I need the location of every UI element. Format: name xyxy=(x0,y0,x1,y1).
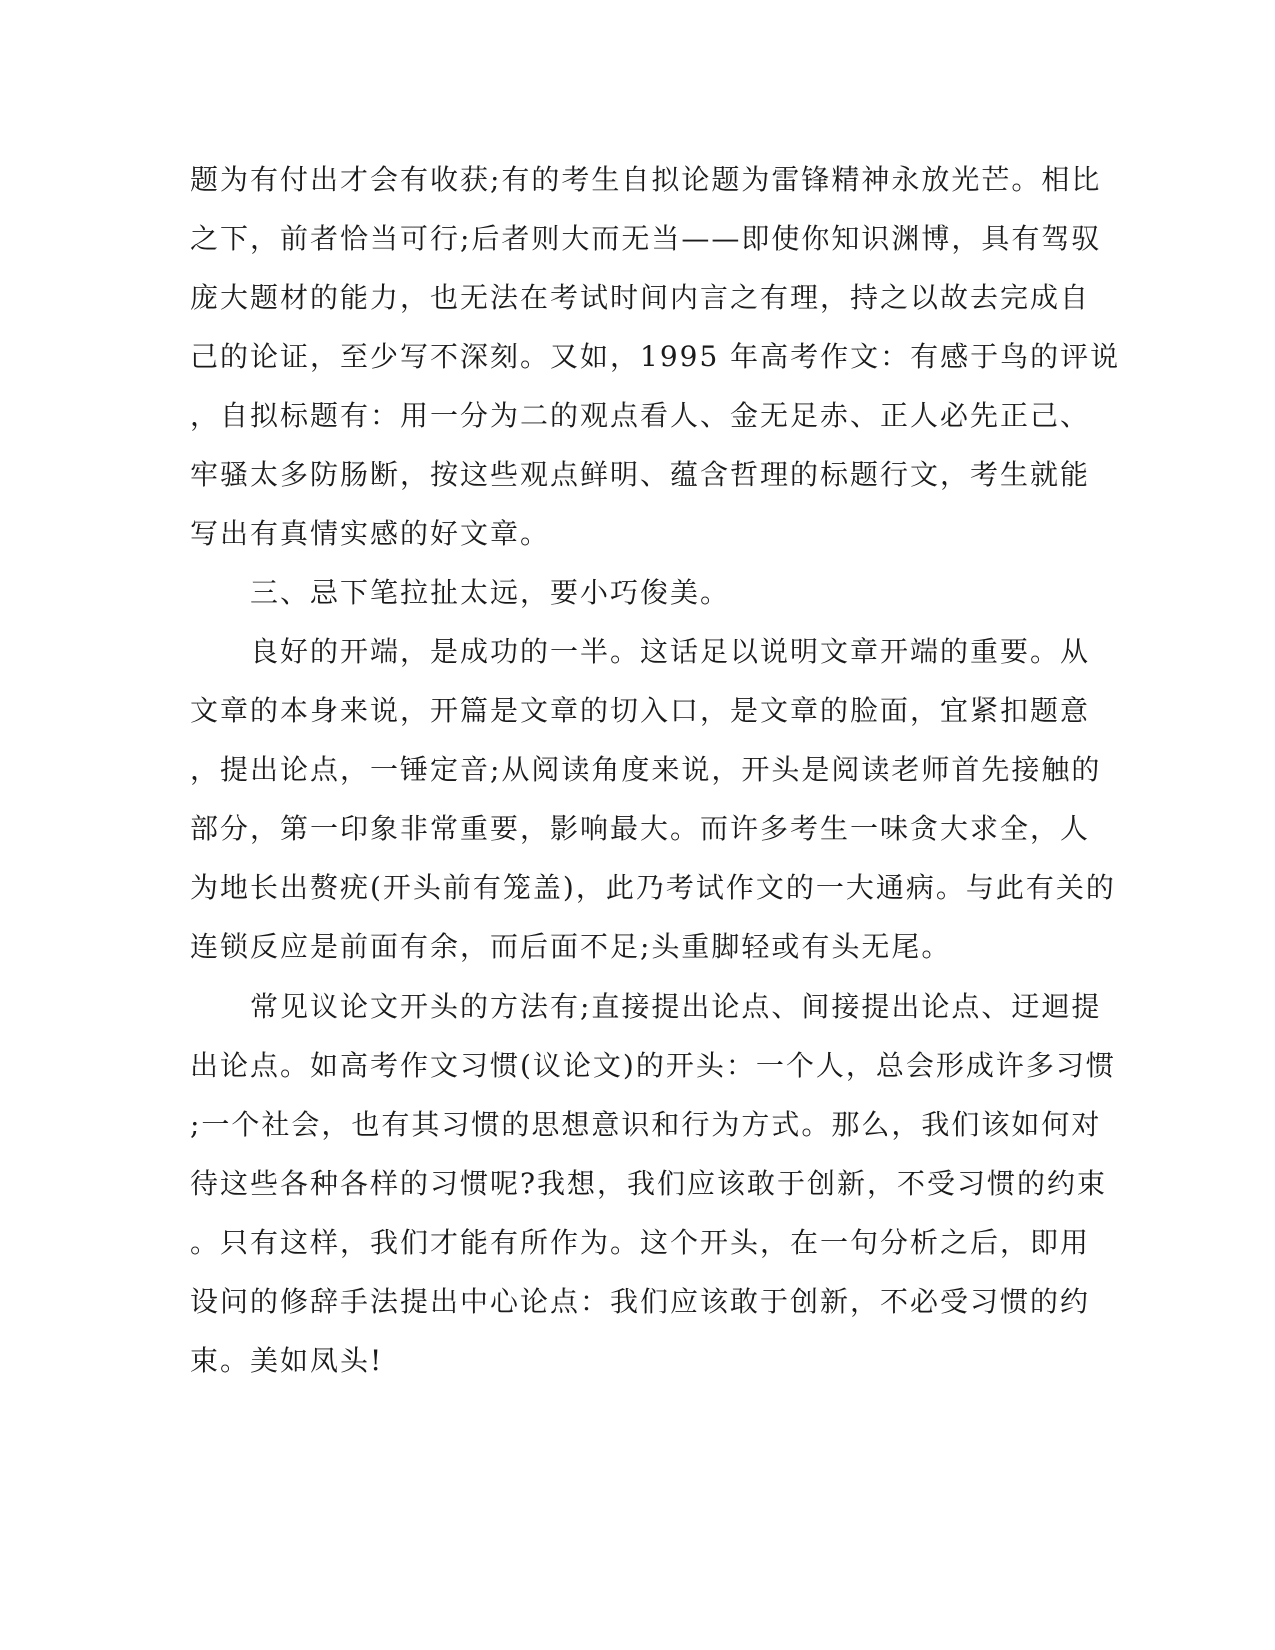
text-line: 己的论证，至少写不深刻。又如，1995 年高考作文：有感于鸟的评说 xyxy=(190,340,1121,373)
text-line: ，提出论点，一锤定音;从阅读角度来说，开头是阅读老师首先接触的 xyxy=(190,753,1102,786)
text-line: 文章的本身来说，开篇是文章的切入口，是文章的脸面，宜紧扣题意 xyxy=(190,694,1091,727)
text-line: 设问的修辞手法提出中心论点：我们应该敢于创新，不必受习惯的约 xyxy=(190,1285,1091,1318)
text-line: 束。美如凤头! xyxy=(190,1344,384,1377)
text-line: 部分，第一印象非常重要，影响最大。而许多考生一味贪大求全，人 xyxy=(190,812,1091,845)
text-line: 题为有付出才会有收获;有的考生自拟论题为雷锋精神永放光芒。相比 xyxy=(190,163,1102,196)
text-line: ;一个社会，也有其习惯的思想意识和行为方式。那么，我们该如何对 xyxy=(190,1108,1102,1141)
text-line: 连锁反应是前面有余，而后面不足;头重脚轻或有头无尾。 xyxy=(190,930,952,963)
text-line: 为地长出赘疣(开头前有笼盖)，此乃考试作文的一大通病。与此有关的 xyxy=(190,871,1116,904)
text-line: 良好的开端，是成功的一半。这话足以说明文章开端的重要。从 xyxy=(250,635,1091,668)
text-line: 写出有真情实感的好文章。 xyxy=(190,517,551,550)
text-line: 待这些各种各样的习惯呢?我想，我们应该敢于创新，不受习惯的约束 xyxy=(190,1167,1108,1200)
text-line: 牢骚太多防肠断，按这些观点鲜明、蕴含哲理的标题行文，考生就能 xyxy=(190,458,1091,491)
text-line: 。只有这样，我们才能有所作为。这个开头，在一句分析之后，即用 xyxy=(190,1226,1091,1259)
text-line: 之下，前者恰当可行;后者则大而无当——即使你知识渊博，具有驾驭 xyxy=(190,222,1102,255)
text-line: 常见议论文开头的方法有;直接提出论点、间接提出论点、迂迴提 xyxy=(250,990,1102,1023)
text-line: ，自拟标题有：用一分为二的观点看人、金无足赤、正人必先正己、 xyxy=(190,399,1091,432)
text-line: 庞大题材的能力，也无法在考试时间内言之有理，持之以故去完成自 xyxy=(190,281,1091,314)
text-line: 出论点。如高考作文习惯(议论文)的开头：一个人，总会形成许多习惯 xyxy=(190,1049,1116,1082)
section-heading: 三、忌下笔拉扯太远，要小巧俊美。 xyxy=(250,576,731,609)
